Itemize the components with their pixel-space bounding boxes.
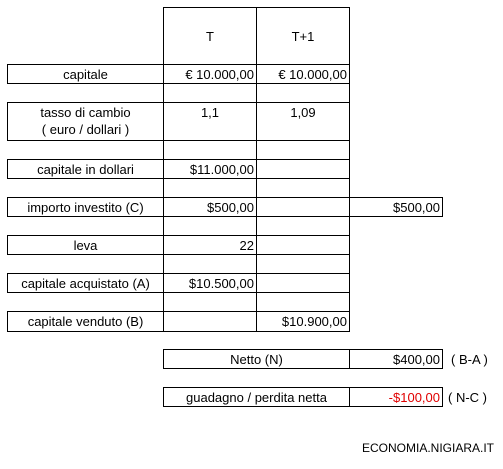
grid-line [7,331,350,332]
row-label-tasso [8,103,163,140]
grid-line [349,7,350,332]
row-label-importo-text: importo investito (C) [27,199,144,215]
site-watermark: ECONOMIA.NIGIARA.IT [362,441,495,455]
row-label-venduto-text: capitale venduto (B) [27,314,144,329]
cell-capitale-t1 [257,65,349,83]
cell-capitale-t-value: € 10.000,00 [185,66,254,82]
grid-line [442,197,443,217]
cell-tasso-t1-value: 1,09 [290,105,316,120]
netto-formula-note: ( B-A ) [451,352,488,367]
row-label-acquistato-text: capitale acquistato (A) [21,275,150,291]
column-header-t1 [257,8,349,64]
guadagno-label [164,388,349,406]
row-label-importo [8,198,163,216]
cell-leva-t-value: 22 [239,237,254,253]
row-label-leva-text: leva [73,237,98,253]
cell-acquistato-t-value: $10.500,00 [188,275,254,291]
row-label-leva [8,236,163,254]
grid-line [163,406,443,407]
cell-capitale-dollari-t [164,160,256,178]
row-label-tasso-line2: ( euro / dollari ) [41,122,130,137]
netto-label-text: Netto (N) [230,351,283,367]
column-header-t-label: T [206,28,214,44]
row-label-capitale-dollari [8,160,163,178]
cell-tasso-t [164,103,256,140]
guadagno-value-text: -$100,00 [388,389,440,405]
grid-line [7,178,350,179]
cell-capitale-dollari-t-value: $11.000,00 [189,161,254,177]
grid-line [7,140,350,141]
cell-venduto-t1-value: $10.900,00 [281,314,347,329]
grid-line [442,387,443,407]
row-label-acquistato [8,274,163,292]
cell-importo-t-value: $500,00 [207,199,254,215]
netto-value [350,350,442,368]
cell-capitale-t1-value: € 10.000,00 [278,66,347,82]
guadagno-value [350,388,442,406]
grid-line [7,254,350,255]
cell-leva-t [164,236,256,254]
grid-line [163,368,443,369]
netto-value-text: $400,00 [393,351,440,367]
netto-label [164,350,349,368]
grid-line [7,83,350,84]
guadagno-formula-note: ( N-C ) [448,390,487,405]
cell-acquistato-t [164,274,256,292]
row-label-capitale [8,65,163,83]
cell-importo-extra-value: $500,00 [393,199,440,215]
guadagno-label-text: guadagno / perdita netta [186,389,327,405]
cell-tasso-t-value: 1,1 [200,105,220,120]
grid-line [442,349,443,369]
row-label-venduto [8,312,163,331]
cell-tasso-t1 [257,103,349,140]
cell-capitale-t [164,65,256,83]
row-label-tasso-line1: tasso di cambio [40,105,131,120]
row-label-capitale-text: capitale [63,66,108,82]
cell-importo-t [164,198,256,216]
grid-line [7,216,443,217]
row-label-capitale-dollari-text: capitale in dollari [37,161,134,177]
cell-venduto-t1 [257,312,349,331]
column-header-t [164,8,256,64]
column-header-t1-label: T+1 [291,28,315,44]
cell-importo-extra [350,198,442,216]
grid-line [7,292,350,293]
